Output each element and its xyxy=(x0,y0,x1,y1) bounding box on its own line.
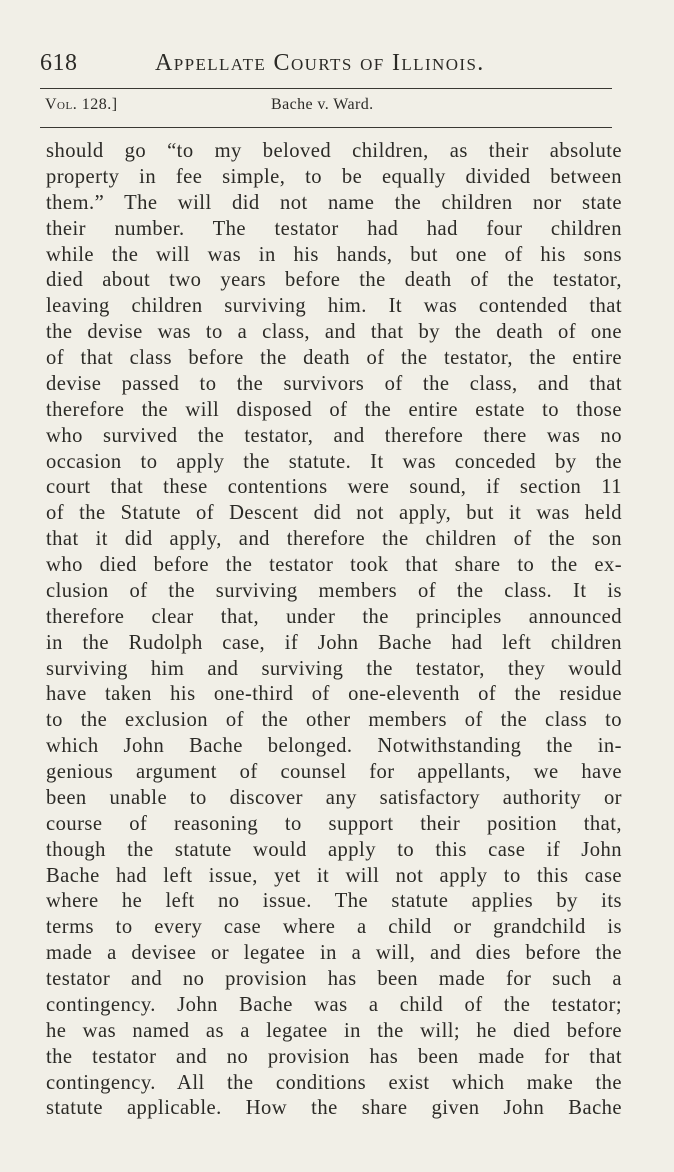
text-line: in the Rudolph case, if John Bache had left children xyxy=(46,631,622,654)
text-line: therefore the will disposed of the entire estate to those xyxy=(46,398,622,421)
case-subheader xyxy=(45,96,605,120)
text-line: who died before the testator took that share to the ex- xyxy=(46,554,622,576)
text-line: occasion to apply the statute. It was conceded by the xyxy=(46,450,622,473)
text-line: who survived the testator, and therefore there was no xyxy=(46,424,622,447)
text-line: court that these contentions were sound, if section 11 xyxy=(46,476,622,499)
text-line: made a devisee or legatee in a will, and dies before the xyxy=(46,942,622,965)
text-line: that it did apply, and therefore the children of the son xyxy=(46,528,622,551)
body-text xyxy=(46,139,622,1122)
volume-label: Vol. 128.] xyxy=(45,96,118,113)
text-line: therefore clear that, under the principles announced xyxy=(46,605,622,628)
text-line: property in fee simple, to be equally divided between xyxy=(46,165,622,188)
text-line: the devise was to a class, and that by the death of one xyxy=(46,321,622,344)
text-line: them.” The will did not name the children nor state xyxy=(46,191,622,214)
text-line: course of reasoning to support their position that, xyxy=(46,812,622,835)
text-line: leaving children surviving him. It was contended that xyxy=(46,295,622,318)
text-line: where he left no issue. The statute applies by its xyxy=(46,890,622,913)
journal-title: Appellate Courts of Illinois. xyxy=(155,50,485,76)
case-name: Bache v. Ward. xyxy=(271,96,374,113)
text-line: Bache had left issue, yet it will not apply to this case xyxy=(46,864,622,887)
header-rule-bottom xyxy=(40,127,612,128)
text-line: terms to every case where a child or grandchild is xyxy=(46,916,622,939)
text-line: of that class before the death of the testator, the entire xyxy=(46,347,622,369)
running-head xyxy=(40,50,612,84)
page-number: 618 xyxy=(40,50,78,76)
text-line: been unable to discover any satisfactory authority or xyxy=(46,786,622,809)
text-line: their number. The testator had had four children xyxy=(46,217,622,240)
text-line: testator and no provision has been made for such a xyxy=(46,968,622,990)
text-line: though the statute would apply to this case if John xyxy=(46,838,622,861)
text-line: contingency. John Bache was a child of the testator; xyxy=(46,993,622,1016)
text-line: he was named as a legatee in the will; he died before xyxy=(46,1019,622,1042)
text-line: to the exclusion of the other members of the class to xyxy=(46,709,622,732)
header-rule-top xyxy=(40,88,612,89)
text-line: which John Bache belonged. Notwithstanding the in- xyxy=(46,735,622,758)
text-line: died about two years before the death of the testator, xyxy=(46,269,622,292)
text-line: the testator and no provision has been made for that xyxy=(46,1045,622,1068)
text-line: genious argument of counsel for appellants, we have xyxy=(46,761,622,783)
text-line: contingency. All the conditions exist which make the xyxy=(46,1071,622,1094)
text-line: while the will was in his hands, but one of his sons xyxy=(46,243,622,266)
text-line: surviving him and surviving the testator, they would xyxy=(46,657,622,680)
text-line: statute applicable. How the share given John Bache xyxy=(46,1097,622,1120)
text-line: clusion of the surviving members of the class. It is xyxy=(46,579,622,602)
text-line: have taken his one-third of one-eleventh of the residue xyxy=(46,683,622,706)
text-line: should go “to my beloved children, as their absolute xyxy=(46,140,622,162)
text-line: of the Statute of Descent did not apply, but it was held xyxy=(46,502,622,525)
text-line: devise passed to the survivors of the class, and that xyxy=(46,372,622,395)
